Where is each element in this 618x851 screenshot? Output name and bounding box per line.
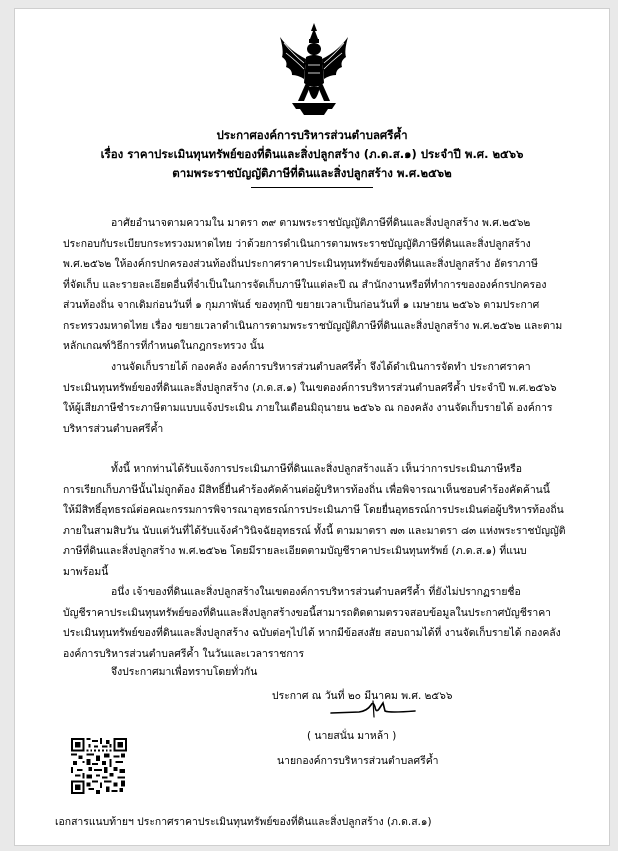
paragraph-line: ที่จัดเก็บ และรายละเอียดอื่นที่จำเป็นในการจัดเก็บภาษีในแต่ละปี ณ สำนักงานหรือที่ทำการขององค์กรปกครอง: [63, 278, 547, 291]
paragraph-line: อาศัยอำนาจตามความใน มาตรา ๓๙ ตามพระราชบัญญัติภาษีที่ดินและสิ่งปลูกสร้าง พ.ศ.๒๕๖๒: [111, 217, 531, 229]
paragraph-line: ส่วนท้องถิ่น จากเดิมก่อนวันที่ ๑ กุมภาพันธ์ ของทุกปี ขยายเวลาเป็นก่อนวันที่ ๑ เมษายน ๒๕๖๖ ตามประกาศ: [63, 299, 540, 311]
paragraph-owners: [63, 582, 577, 664]
act-reference: ตามพระราชบัญญัติภาษีที่ดินและสิ่งปลูกสร้าง พ.ศ.๒๕๖๒: [172, 166, 452, 180]
paragraph-line: งานจัดเก็บรายได้ กองคลัง องค์การบริหารส่วนตำบลศรีค้ำ จึงได้ดำเนินการจัดทำ ประกาศราคา: [111, 361, 531, 373]
paragraph-line: ประกอบกับระเบียบกระทรวงมหาดไทย ว่าด้วยการดำเนินการตามพระราชบัญญัติภาษีที่ดินและสิ่งปลูกสร้าง: [63, 237, 531, 250]
paragraph-line: การเรียกเก็บภาษีนั้นไม่ถูกต้อง มีสิทธิ์ยื่นคำร้องคัดค้านต่อผู้บริหารท้องถิ่น เพื่อพิจารณาเห็นชอบคำร้องคัดค้านนี้: [63, 483, 550, 496]
paragraph-line: มาพร้อมนี้: [63, 565, 109, 578]
paragraph-line: บัญชีราคาประเมินทุนทรัพย์ของที่ดินและสิ่งปลูกสร้างขอนี้สามารถติดตามตรวจสอบข้อมูลในประกาศบัญชีราคา: [63, 606, 551, 619]
paragraph-line: ให้ผู้เสียภาษีชำระภาษีตามแบบแจ้งประเมิน ภายในเดือนมิถุนายน ๒๕๖๖ ณ กองคลัง งานจัดเก็บรายได้ องค์การ: [63, 402, 553, 414]
paragraph-authority: [63, 213, 577, 357]
paragraph-line: ทั้งนี้ หากท่านได้รับแจ้งการประเมินภาษีที่ดินและสิ่งปลูกสร้างแล้ว เห็นว่าการประเมินภาษีหรือ: [111, 463, 522, 475]
paragraph-line: ประเมินทุนทรัพย์ของที่ดินและสิ่งปลูกสร้าง ฉบับต่อๆไปได้ หากมีข้อสงสัย สอบถามได้ที่ งานจัดเก็บรายได้ กองคลัง: [63, 627, 561, 639]
paragraph-line: จึงประกาศมาเพื่อทราบโดยทั่วกัน: [111, 666, 258, 678]
paragraph-line: กระทรวงมหาดไทย เรื่อง ขยายเวลาดำเนินการตามพระราชบัญญัติภาษีที่ดินและสิ่งปลูกสร้าง พ.ศ.๒๕๖๒ และตาม: [63, 319, 563, 332]
signer-position: นายกองค์การบริหารส่วนตำบลศรีค้ำ: [277, 755, 439, 767]
paragraph-line: ภายในสามสิบวัน นับแต่วันที่ได้รับแจ้งคำวินิจฉัยอุทธรณ์ ทั้งนี้ ตามมาตรา ๗๓ และมาตรา ๘๓ แห่งพระราชบัญญัติ: [63, 524, 566, 537]
subject-line: เรื่อง ราคาประเมินทุนทรัพย์ของที่ดินและสิ่งปลูกสร้าง (ภ.ด.ส.๑) ประจำปี พ.ศ. ๒๕๖๖: [100, 147, 524, 161]
paragraph-line: พ.ศ.๒๕๖๒ ให้องค์กรปกครองส่วนท้องถิ่นประกาศราคาประเมินทุนทรัพย์ของที่ดินและสิ่งปลูกสร้าง อัตราภาษี: [63, 258, 538, 270]
announcement-page: [14, 8, 610, 846]
attachment-note: เอกสารแนบท้ายฯ ประกาศราคาประเมินทุนทรัพย์ของที่ดินและสิ่งปลูกสร้าง (ภ.ด.ส.๑): [55, 816, 432, 828]
handwritten-signature: [329, 697, 417, 719]
header-divider: [251, 187, 373, 188]
paragraph-line: หลักเกณฑ์วิธีการที่กำหนดในกฎกระทรวง นั้น: [63, 340, 264, 352]
announcement-date: ประกาศ ณ วันที่ ๒๐ มีนาคม พ.ศ. ๒๕๖๖: [272, 690, 453, 702]
paragraph-collection: [63, 357, 577, 439]
paragraph-line: อนึ่ง เจ้าของที่ดินและสิ่งปลูกสร้างในเขตองค์การบริหารส่วนตำบลศรีค้ำ ที่ยังไม่ปรากฏรายชื่อ: [111, 586, 521, 598]
org-title: ประกาศองค์การบริหารส่วนตำบลศรีค้ำ: [216, 128, 408, 142]
paragraph-line: ให้มีสิทธิ์อุทธรณ์ต่อคณะกรรมการพิจารณาอุทธรณ์การประเมินภาษี โดยยื่นอุทธรณ์การประเมินต่อผู้บริหารท้องถิ่น: [63, 504, 564, 516]
paragraph-closing: [63, 662, 577, 683]
paragraph-line: ประเมินทุนทรัพย์ของที่ดินและสิ่งปลูกสร้าง (ภ.ด.ส.๑) ในเขตองค์การบริหารส่วนตำบลศรีค้ำ ประจำปี พ.ศ.๒๕๖๖: [63, 381, 557, 394]
qr-code-icon: [71, 738, 127, 794]
garuda-emblem-icon: [278, 21, 350, 117]
paragraph-line: องค์การบริหารส่วนตำบลศรีค้ำ ในวันและเวลาราชการ: [63, 647, 305, 660]
signer-name: ( นายสนั่น มาหล้า ): [307, 730, 397, 742]
paragraph-line: บริหารส่วนตำบลศรีค้ำ: [63, 422, 164, 435]
paragraph-appeal: [63, 459, 577, 582]
paragraph-line: ภาษีที่ดินและสิ่งปลูกสร้าง พ.ศ.๒๕๖๒ โดยมีรายละเอียดตามบัญชีราคาประเมินทุนทรัพย์ (ภ.ด.ส.๑) ที่แนบ: [63, 545, 527, 557]
